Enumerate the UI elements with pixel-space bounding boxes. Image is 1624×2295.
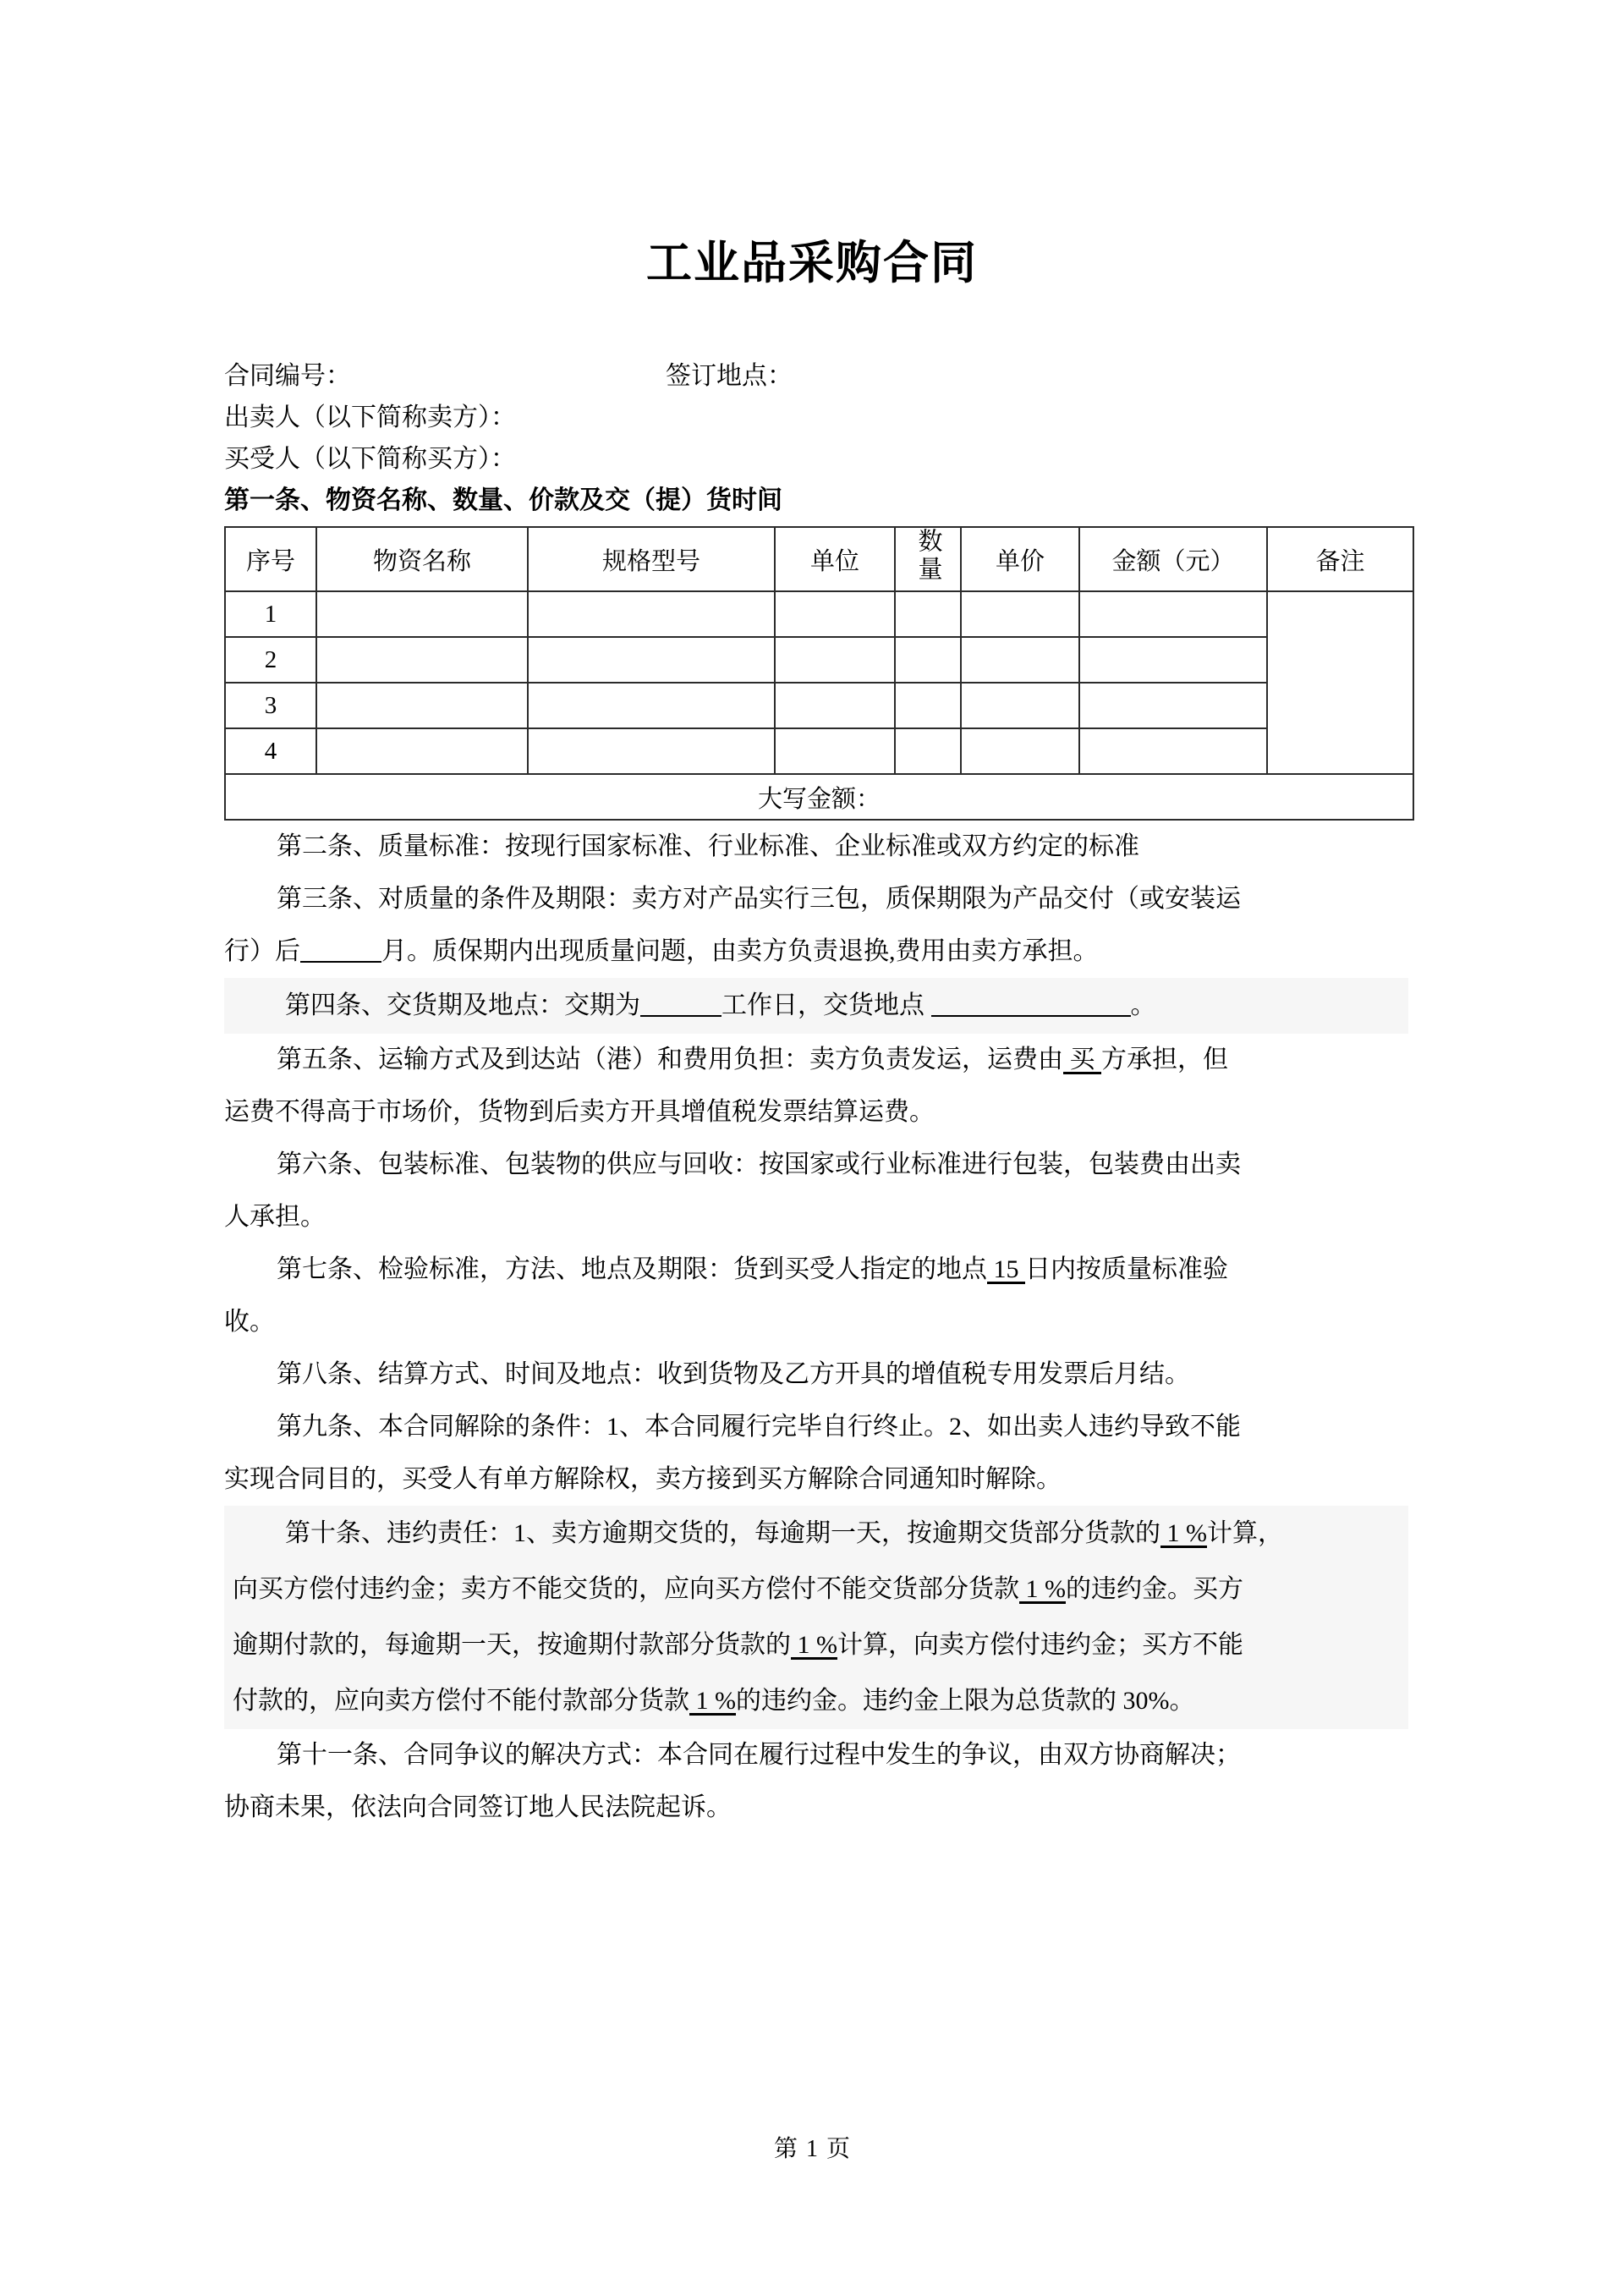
clause-9-paragraph-line1: 第九条、本合同解除的条件：1、本合同履行完毕自行终止。2、如出卖人违约导致不能 [277, 1413, 1241, 1441]
page-footer [0, 2130, 1624, 2164]
cell-unit[interactable] [775, 637, 895, 683]
clause-5-paragraph-line1 [224, 1034, 1408, 1086]
col-header-quantity [895, 527, 961, 591]
col-header-amount: 金额（元） [1079, 527, 1267, 591]
cell-qty[interactable] [895, 591, 961, 637]
clause-10-text-b: 计算， [1207, 1519, 1283, 1547]
clause-10-text-g: 付款的，应向卖方偿付不能付款部分货款 [233, 1687, 689, 1715]
clause-7-paragraph-line1 [224, 1244, 1408, 1296]
clause-10-text-e: 逾期付款的，每逾期一天，按逾期付款部分货款的 [233, 1631, 791, 1659]
cell-qty[interactable] [895, 683, 961, 728]
col-header-quantity-text: 数量 [914, 528, 942, 584]
cell-price[interactable] [961, 683, 1079, 728]
sign-place-label: 签订地点： [666, 362, 793, 390]
cell-price[interactable] [961, 728, 1079, 774]
table-row [225, 637, 1413, 683]
col-header-spec: 规格型号 [528, 527, 775, 591]
clause-4-text-a: 第四条、交货期及地点：交期为 [285, 991, 640, 1019]
table-row [225, 683, 1413, 728]
clause-2-paragraph: 第二条、质量标准：按现行国家标准、行业标准、企业标准或双方约定的标准 [277, 832, 1139, 860]
clause-10-text-c: 向买方偿付违约金；卖方不能交货的，应向买方偿付不能交货部分货款 [233, 1575, 1019, 1603]
col-header-note: 备注 [1267, 527, 1413, 591]
cell-amount[interactable] [1079, 591, 1267, 637]
cell-amount[interactable] [1079, 637, 1267, 683]
cell-unit[interactable] [775, 591, 895, 637]
clause-7-text-b: 日内按质量标准验 [1025, 1255, 1228, 1283]
clause-5-text-b: 方承担，但 [1101, 1046, 1228, 1073]
document-body [224, 355, 1408, 1834]
cell-price[interactable] [961, 591, 1079, 637]
cell-spec[interactable] [528, 637, 775, 683]
clause-5-text-a: 第五条、运输方式及到达站（港）和费用负担：卖方负责发运，运费由 [277, 1046, 1063, 1073]
clause-3-text-c: ,费用由卖方承担。 [889, 937, 1099, 965]
clause-7-text-a: 第七条、检验标准，方法、地点及期限：货到买受人指定的地点 [277, 1255, 987, 1283]
cell-name[interactable] [316, 637, 528, 683]
clause-6-paragraph-line2: 人承担。 [224, 1203, 326, 1231]
cell-unit[interactable] [775, 683, 895, 728]
late-delivery-penalty-rate[interactable]: 1 % [1160, 1519, 1207, 1547]
col-header-name: 物资名称 [316, 527, 528, 591]
clause-4-text-b: 工作日，交货地点 [721, 991, 931, 1019]
cell-seq: 4 [225, 728, 316, 774]
cell-price[interactable] [961, 637, 1079, 683]
cell-seq: 2 [225, 637, 316, 683]
late-payment-penalty-rate[interactable]: 1 % [791, 1631, 837, 1659]
cell-spec[interactable] [528, 683, 775, 728]
cell-qty[interactable] [895, 637, 961, 683]
clause-10-paragraph-line4 [224, 1673, 1408, 1729]
seller-line: 出卖人（以下简称卖方）： [224, 404, 516, 431]
clause-10-text-a: 第十条、违约责任：1、卖方逾期交货的，每逾期一天，按逾期交货部分货款的 [285, 1519, 1160, 1547]
clause-4-text-c: 。 [1130, 991, 1156, 1019]
table-header-row [225, 527, 1413, 591]
warranty-months-blank[interactable] [300, 961, 381, 963]
table-total-row [225, 774, 1413, 820]
clause-4-paragraph [224, 978, 1408, 1034]
clause-9-paragraph-line2: 实现合同目的，买受人有单方解除权，卖方接到买方解除合同通知时解除。 [224, 1465, 1062, 1493]
cell-seq: 1 [225, 591, 316, 637]
clause-11-paragraph-line2: 协商未果，依法向合同签订地人民法院起诉。 [224, 1793, 732, 1821]
delivery-place-blank[interactable] [931, 1015, 1131, 1017]
clause-6-paragraph-line1: 第六条、包装标准、包装物的供应与回收：按国家或行业标准进行包装，包装费由出卖 [277, 1150, 1241, 1178]
delivery-days-blank[interactable] [640, 1015, 721, 1017]
total-amount-in-words-label[interactable]: 大写金额： [225, 774, 1413, 820]
cell-name[interactable] [316, 683, 528, 728]
clause-8-paragraph: 第八条、结算方式、时间及地点：收到货物及乙方开具的增值税专用发票后月结。 [277, 1360, 1190, 1388]
non-delivery-penalty-rate[interactable]: 1 % [1019, 1575, 1066, 1603]
cell-unit[interactable] [775, 728, 895, 774]
col-header-seq: 序号 [225, 527, 316, 591]
cell-spec[interactable] [528, 728, 775, 774]
clause-10-paragraph-line1 [224, 1506, 1408, 1562]
clause-7-paragraph-line2: 收。 [224, 1308, 275, 1336]
footer-suffix: 页 [826, 2136, 851, 2162]
cell-qty[interactable] [895, 728, 961, 774]
cell-name[interactable] [316, 728, 528, 774]
non-payment-penalty-rate[interactable]: 1 % [689, 1687, 736, 1715]
footer-page-number: 1 [806, 2136, 818, 2162]
clause-3-text-a: 行）后 [224, 937, 300, 965]
freight-bearer-value[interactable]: 买 [1063, 1046, 1101, 1073]
clause-3-paragraph-line2 [224, 925, 1408, 978]
cell-amount[interactable] [1079, 728, 1267, 774]
clause-3-text-b: 月。质保期内出现质量问题，由卖方负责退换 [381, 937, 889, 965]
footer-prefix: 第 [773, 2136, 798, 2162]
cell-spec[interactable] [528, 591, 775, 637]
inspection-days-value[interactable]: 15 [987, 1255, 1025, 1283]
cell-name[interactable] [316, 591, 528, 637]
cell-seq: 3 [225, 683, 316, 728]
clause-10-text-f: 计算，向卖方偿付违约金；买方不能 [837, 1631, 1243, 1659]
col-header-unit: 单位 [775, 527, 895, 591]
clause-11-paragraph-line1: 第十一条、合同争议的解决方式：本合同在履行过程中发生的争议，由双方协商解决； [277, 1741, 1241, 1769]
clause-1-title: 第一条、物资名称、数量、价款及交（提）货时间 [224, 486, 782, 514]
clause-10-text-d: 的违约金。买方 [1066, 1575, 1243, 1603]
cell-amount[interactable] [1079, 683, 1267, 728]
goods-table [224, 526, 1414, 821]
contract-number-label: 合同编号： [224, 362, 351, 390]
page-title: 工业品采购合同 [646, 238, 978, 288]
clause-10-text-h: 的违约金。违约金上限为总货款的 30%。 [736, 1687, 1195, 1715]
clause-10-paragraph-line3 [224, 1617, 1408, 1673]
cell-note-merged[interactable] [1267, 591, 1413, 774]
clause-3-paragraph-line1: 第三条、对质量的条件及期限：卖方对产品实行三包，质保期限为产品交付（或安装运 [277, 885, 1241, 913]
col-header-unit-price: 单价 [961, 527, 1079, 591]
table-row [225, 591, 1413, 637]
clause-5-paragraph-line2: 运费不得高于市场价，货物到后卖方开具增值税发票结算运费。 [224, 1098, 935, 1126]
table-row [225, 728, 1413, 774]
contract-number-line [224, 355, 1408, 397]
buyer-line: 买受人（以下简称买方）： [224, 445, 516, 473]
clause-10-paragraph-line2 [224, 1562, 1408, 1617]
